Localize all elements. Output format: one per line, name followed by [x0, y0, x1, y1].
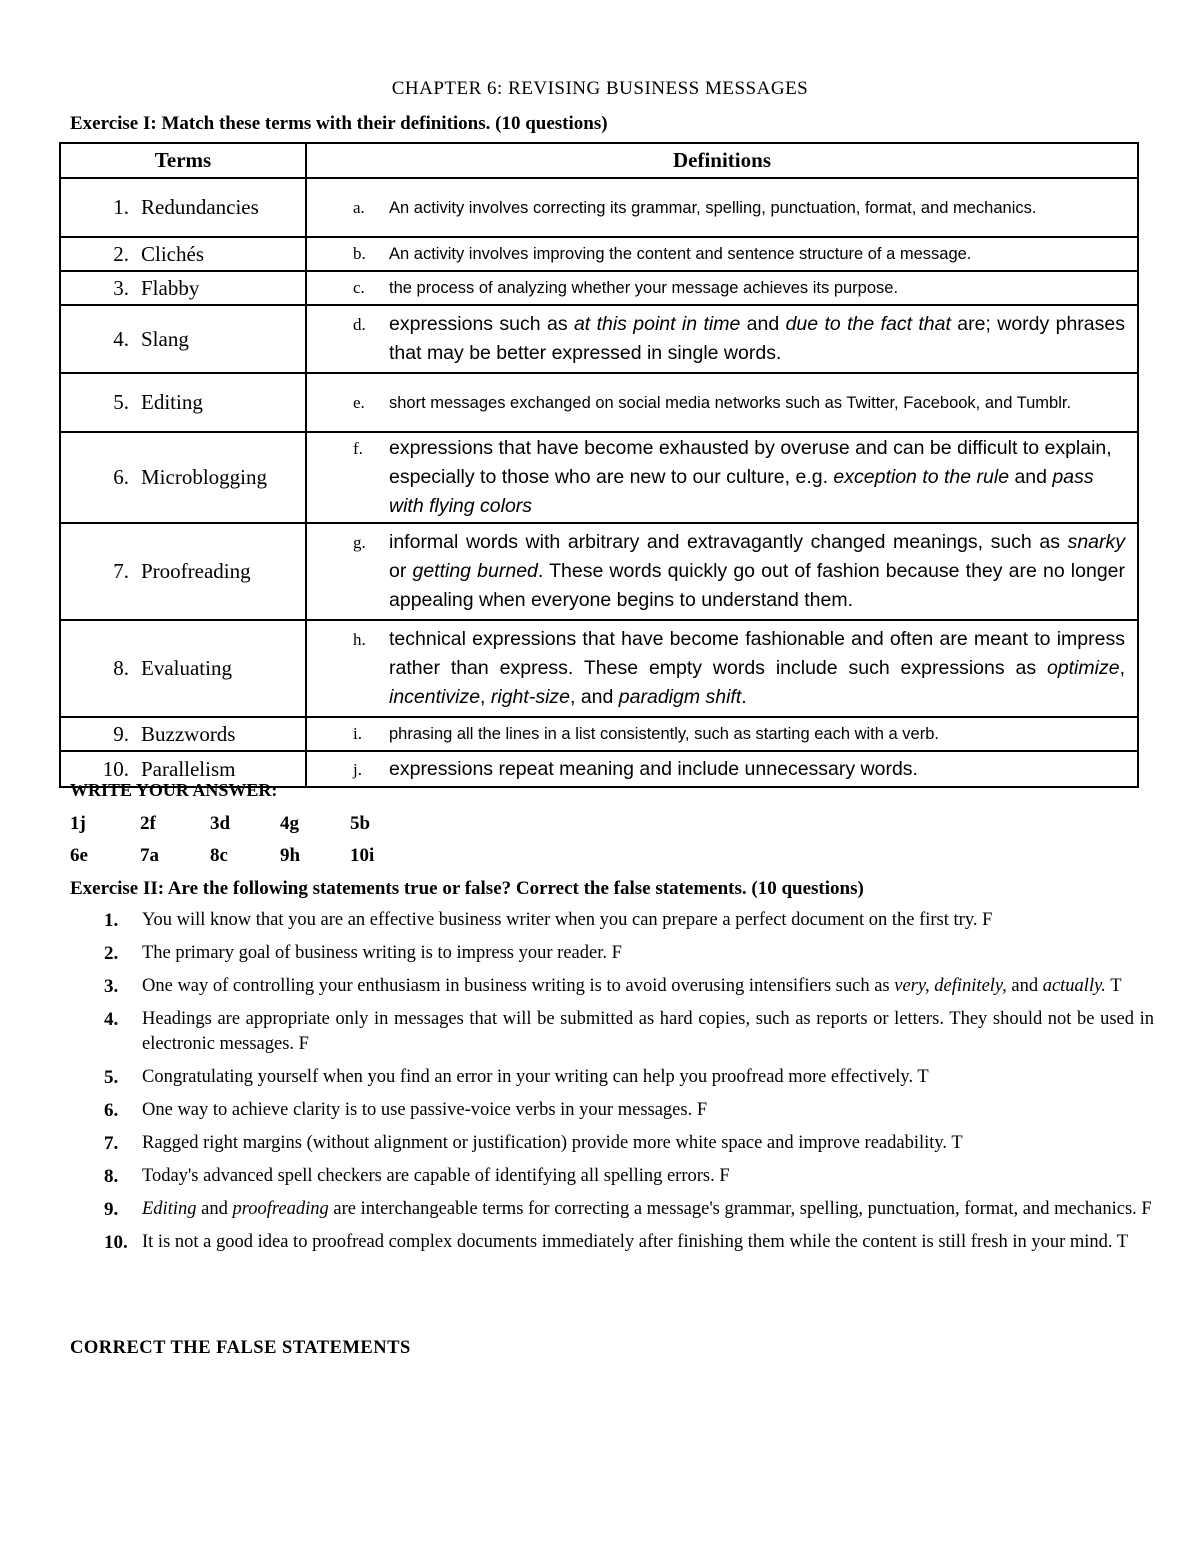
- matching-table: [59, 142, 1139, 788]
- definition-text: An activity involves improving the content and sentence structure of a message.: [389, 245, 972, 263]
- correct-statements-heading: CORRECT THE FALSE STATEMENTS: [70, 1338, 411, 1358]
- table-row: [60, 620, 1138, 717]
- true-false-list: [70, 908, 1154, 1263]
- answer-item: 4g: [280, 813, 299, 834]
- term-label: Evaluating: [141, 656, 232, 680]
- item-text: Congratulating yourself when you find an error in your writing can help you proofread more effectively. T: [142, 1067, 929, 1087]
- term-label: Clichés: [141, 241, 204, 266]
- exercise1-heading: Exercise I: Match these terms with their definitions. (10 questions): [70, 113, 608, 134]
- definition-cell: [306, 523, 1138, 620]
- term-label: Buzzwords: [141, 721, 236, 746]
- item-text: Headings are appropriate only in messages that will be submitted as hard copies, such as reports or letters. They should not be used in electronic messages. F: [142, 1009, 1154, 1054]
- terms-header: Terms: [60, 143, 306, 178]
- item-number: 9.: [104, 1199, 119, 1220]
- term-cell: [60, 373, 306, 432]
- term-cell: [60, 620, 306, 717]
- definitions-header: Definitions: [306, 143, 1138, 178]
- definition-text: technical expressions that have become fashionable and often are meant to impress rather than express. These empty words include such expressions as optimize, incentivize, right-size, and paradigm shift.: [389, 628, 1125, 708]
- exercise2-heading: Exercise II: Are the following statements true or false? Correct the false statements. (10 questions): [70, 878, 864, 899]
- term-cell: [60, 237, 306, 271]
- term-label: Microblogging: [141, 465, 267, 489]
- term-label: Parallelism: [141, 756, 236, 781]
- item-number: 7.: [104, 1133, 119, 1154]
- item-number: 8.: [104, 1166, 119, 1187]
- definition-text: short messages exchanged on social media networks such as Twitter, Facebook, and Tumblr.: [389, 393, 1072, 412]
- list-item: [70, 1098, 1154, 1123]
- answer-item: 6e: [70, 845, 88, 866]
- table-row: [60, 717, 1138, 751]
- item-text: It is not a good idea to proofread complex documents immediately after finishing them while the content is still fresh in your mind. T: [142, 1232, 1129, 1252]
- list-item: [70, 1065, 1154, 1090]
- list-item: [70, 1230, 1154, 1255]
- answer-item: 10i: [350, 845, 375, 866]
- answers-heading: WRITE YOUR ANSWER:: [70, 780, 278, 800]
- definition-letter: f.: [353, 439, 363, 458]
- definition-letter: h.: [353, 630, 366, 649]
- answer-item: 5b: [350, 813, 371, 834]
- item-text: Today's advanced spell checkers are capable of identifying all spelling errors. F: [142, 1166, 730, 1186]
- answer-item: 1j: [70, 813, 86, 834]
- answer-item: 8c: [210, 845, 228, 866]
- item-text: Ragged right margins (without alignment or justification) provide more white space and improve readability. T: [142, 1133, 963, 1153]
- definition-letter: e.: [353, 392, 365, 412]
- item-number: 2.: [104, 943, 119, 964]
- definition-letter: b.: [353, 244, 366, 263]
- table-row: [60, 237, 1138, 271]
- term-number: 10.: [102, 756, 129, 781]
- table-header-row: [60, 143, 1138, 178]
- definition-cell: [306, 178, 1138, 237]
- item-text: One way to achieve clarity is to use passive-voice verbs in your messages. F: [142, 1100, 708, 1120]
- term-number: 1.: [113, 195, 129, 219]
- list-item: [70, 974, 1154, 999]
- term-cell: [60, 178, 306, 237]
- item-text: You will know that you are an effective business writer when you can prepare a perfect document on the first try. F: [142, 910, 993, 930]
- definition-letter: i.: [353, 724, 362, 743]
- answer-item: 3d: [210, 813, 231, 834]
- definition-cell: [306, 717, 1138, 751]
- table-row: [60, 432, 1138, 523]
- answers-row: [70, 813, 420, 835]
- term-label: Editing: [141, 390, 203, 414]
- term-number: 8.: [113, 656, 129, 680]
- item-number: 3.: [104, 976, 119, 997]
- term-number: 5.: [113, 390, 129, 414]
- item-number: 4.: [104, 1009, 119, 1030]
- item-number: 1.: [104, 910, 119, 931]
- term-number: 9.: [113, 721, 129, 746]
- definition-cell: [306, 373, 1138, 432]
- definition-text: the process of analyzing whether your message achieves its purpose.: [389, 279, 899, 297]
- definition-letter: j.: [353, 759, 362, 779]
- definition-text: expressions that have become exhausted by overuse and can be difficult to explain, especially to those who are new to our culture, e.g. exception to the rule and pass with flying colors: [389, 437, 1112, 517]
- definition-letter: a.: [353, 197, 365, 217]
- list-item: [70, 1164, 1154, 1189]
- answer-item: 9h: [280, 845, 301, 866]
- term-cell: [60, 523, 306, 620]
- definition-cell: [306, 620, 1138, 717]
- term-cell: [60, 432, 306, 523]
- answer-item: 2f: [140, 813, 156, 834]
- table-row: [60, 178, 1138, 237]
- definition-text: An activity involves correcting its grammar, spelling, punctuation, format, and mechanics.: [389, 198, 1037, 217]
- term-label: Flabby: [141, 275, 200, 300]
- list-item: [70, 1131, 1154, 1156]
- term-number: 6.: [113, 465, 129, 489]
- definition-cell: [306, 432, 1138, 523]
- term-number: 7.: [113, 559, 129, 583]
- table-row: [60, 271, 1138, 305]
- term-cell: [60, 717, 306, 751]
- definition-letter: g.: [353, 533, 366, 552]
- item-text: One way of controlling your enthusiasm in business writing is to avoid overusing intensifiers such as very, definitely, and actually. T: [142, 976, 1122, 996]
- list-item: [70, 1197, 1154, 1222]
- term-label: Redundancies: [141, 195, 259, 219]
- definition-cell: [306, 751, 1138, 787]
- item-number: 10.: [104, 1232, 128, 1253]
- definition-letter: d.: [353, 315, 366, 334]
- term-cell: [60, 305, 306, 373]
- term-label: Proofreading: [141, 559, 251, 583]
- definition-text: expressions repeat meaning and include unnecessary words.: [389, 757, 918, 780]
- item-text: Editing and proofreading are interchangeable terms for correcting a message's grammar, spelling, punctuation, format, and mechanics. F: [142, 1199, 1152, 1219]
- table-row: [60, 305, 1138, 373]
- answers-row: [70, 845, 420, 867]
- term-cell: [60, 271, 306, 305]
- table-row: [60, 523, 1138, 620]
- definition-text: expressions such as at this point in time and due to the fact that are; wordy phrases that may be better expressed in single words.: [389, 313, 1125, 364]
- answer-item: 7a: [140, 845, 159, 866]
- item-number: 5.: [104, 1067, 119, 1088]
- definition-cell: [306, 237, 1138, 271]
- list-item: [70, 941, 1154, 966]
- term-number: 3.: [113, 275, 129, 300]
- term-number: 2.: [113, 241, 129, 266]
- term-number: 4.: [113, 326, 129, 351]
- definition-cell: [306, 271, 1138, 305]
- definition-text: informal words with arbitrary and extravagantly changed meanings, such as snarky or getting burned. These words quickly go out of fashion because they are no longer appealing when everyone begins to understand them.: [389, 531, 1125, 611]
- list-item: [70, 908, 1154, 933]
- page-title: CHAPTER 6: REVISING BUSINESS MESSAGES: [391, 78, 809, 99]
- definition-text: phrasing all the lines in a list consistently, such as starting each with a verb.: [389, 725, 939, 743]
- item-text: The primary goal of business writing is to impress your reader. F: [142, 943, 622, 963]
- item-number: 6.: [104, 1100, 119, 1121]
- definition-cell: [306, 305, 1138, 373]
- definition-letter: c.: [353, 278, 365, 297]
- table-row: [60, 373, 1138, 432]
- list-item: [70, 1007, 1154, 1057]
- term-label: Slang: [141, 326, 189, 351]
